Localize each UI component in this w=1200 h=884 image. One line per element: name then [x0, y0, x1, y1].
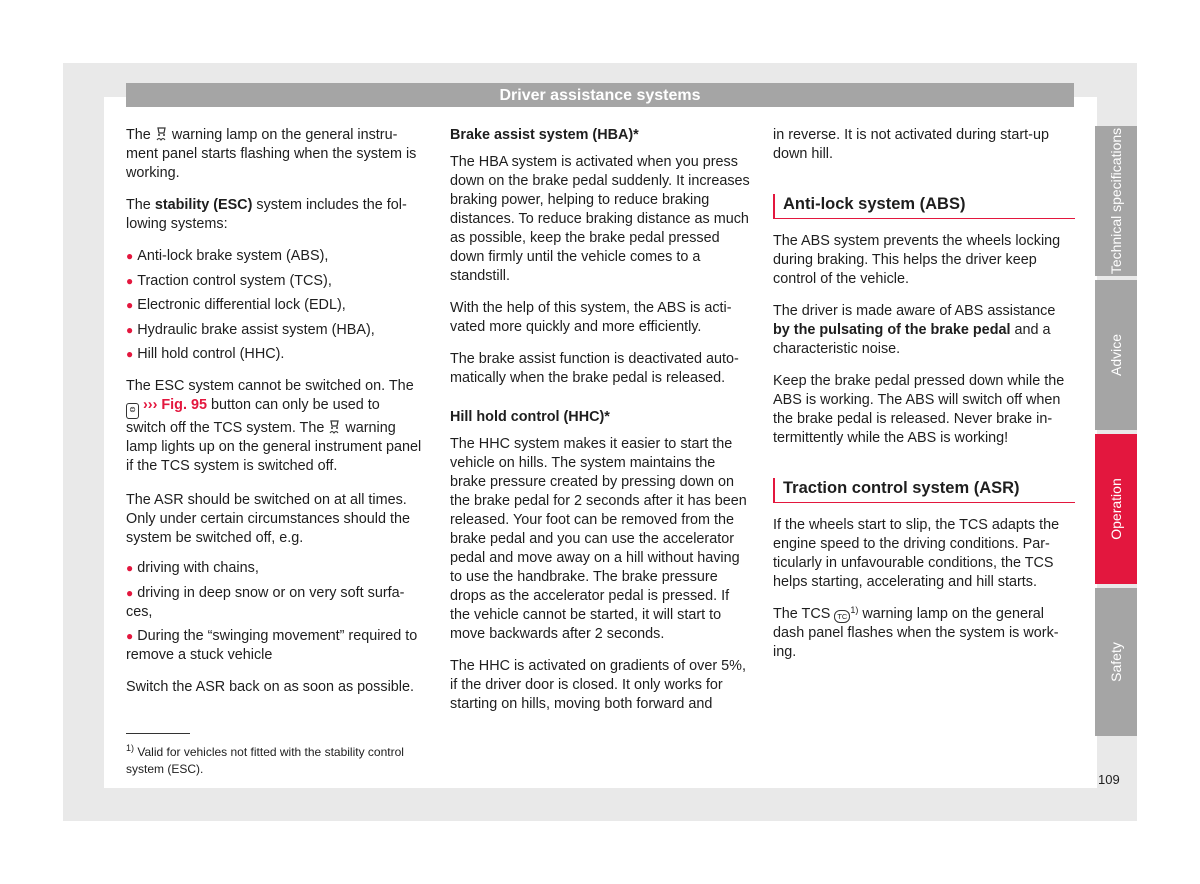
tab-safety[interactable]: Safety [1095, 588, 1137, 736]
paragraph-hhc-2: The HHC is activated on gradients of over 5%, if the driver door is closed. It only works for starting on hills, moving both forward and [450, 658, 746, 712]
heading-abs: Anti-lock system (ABS) [773, 194, 1075, 219]
list-item: ● Traction control system (TCS), [126, 272, 332, 289]
esc-system-list [126, 247, 422, 364]
list-item: ● driving with chains, [126, 560, 259, 576]
bullet-icon: ● [126, 298, 134, 312]
paragraph-asr-2: The TCS TC$^{1)}$ warning lamp on the general dash panel flashes when the system is working. [773, 605, 1059, 660]
paragraph-hhc-1: The HHC system makes it easier to start the vehicle on hills. The system maintains the brake pressure created by pressing down on the brake pedal for 2 seconds after it has been released. Your foot can be removed from the brake pedal and you can use the accelerator pedal and move away on a hill without having to use the handbrake. The brake pressure drops as the accelerator pedal is pressed. If the vehicle cannot be started, it will start to move backwards after 2 seconds. [450, 436, 747, 642]
tab-advice[interactable]: Advice [1095, 280, 1137, 430]
esc-warning-lamp-icon [155, 127, 168, 141]
esc-button-icon: ⊜ [126, 403, 139, 419]
list-item: ● Electronic differential lock (EDL), [126, 297, 346, 313]
paragraph-continued: in reverse. It is not activated during start-up down hill. [773, 127, 1049, 162]
paragraph-asr-back-on: Switch the ASR back on as soon as possible. [126, 679, 414, 695]
paragraph-abs-1: The ABS system prevents the wheels locking during braking. This helps the driver keep control of the vehicle. [773, 233, 1061, 287]
bullet-icon: ● [126, 273, 134, 288]
bullet-icon: ● [126, 629, 134, 643]
bullet-icon: ● [126, 347, 134, 361]
esc-warning-lamp-icon [328, 420, 341, 434]
paragraph-abs-3: Keep the brake pedal pressed down while the ABS is working. The ABS will switch off when the brake pedal is released. Never brake intermittently while the ABS is working! [773, 373, 1065, 446]
list-item: ● Hydraulic brake assist system (HBA), [126, 321, 375, 338]
figure-link[interactable]: ››› Fig. 95 [143, 397, 207, 413]
footnote: $^{1)}$ Valid for vehicles not fitted with the stability control system (ESC). [126, 743, 404, 776]
bullet-icon: ● [126, 585, 134, 600]
bullet-icon: ● [126, 322, 134, 337]
heading-asr: Traction control system (ASR) [773, 478, 1075, 503]
asr-condition-list [126, 559, 422, 665]
list-item: ● Anti-lock brake system (ABS), [126, 248, 329, 264]
paragraph-hba-2: With the help of this system, the ABS is activated more quickly and more efficiently. [450, 300, 732, 335]
paragraph-esc-lamp: The warning lamp on the general instrument panel starts flashing when the system is working. [126, 127, 417, 181]
paragraph-asr-on: The ASR should be switched on at all times. Only under certain circumstances should the system be switched off, e.g. [126, 492, 410, 546]
list-item: ● driving in deep snow or on very soft surfaces, [126, 584, 405, 620]
paragraph-asr-1: If the wheels start to slip, the TCS adapts the engine speed to the driving conditions. Particularly in unfavourable conditions, the TCS helps starting, accelerating and hill starts. [773, 517, 1060, 590]
page-number: 109 [1098, 772, 1120, 787]
tcs-warning-lamp-icon: TC [834, 610, 850, 623]
paragraph-esc-button: The ESC system cannot be switched on. The ⊜ ››› Fig. 95 button can only be used to switch off the TCS system. The warning lamp lights up on the general instrument panel if the TCS system is switched off. [126, 378, 422, 474]
column-right [773, 126, 1075, 675]
paragraph-hba-1: The HBA system is activated when you press down on the brake pedal suddenly. It increases braking power, helping to reduce braking distances. To reduce braking distance as much as possible, keep the brake pedal pressed down firmly until the vehicle comes to a standstill. [450, 154, 750, 284]
heading-hhc: Hill hold control (HHC)* [450, 409, 610, 425]
tab-technical-specifications[interactable]: Technical specifications [1095, 126, 1137, 276]
heading-hba: Brake assist system (HBA)* [450, 127, 639, 143]
tab-operation[interactable]: Operation [1095, 434, 1137, 584]
bullet-icon: ● [126, 249, 134, 263]
footnote-rule [126, 733, 190, 734]
paragraph-abs-2: The driver is made aware of ABS assistance by the pulsating of the brake pedal and a characteristic noise. [773, 303, 1056, 357]
list-item: ● During the “swinging movement” required to remove a stuck vehicle [126, 628, 418, 663]
paragraph-esc-includes: The stability (ESC) system includes the following systems: [126, 197, 407, 232]
list-item: ● Hill hold control (HHC). [126, 346, 285, 362]
bullet-icon: ● [126, 561, 134, 575]
paragraph-hba-3: The brake assist function is deactivated automatically when the brake pedal is released. [450, 351, 739, 386]
section-header: Driver assistance systems [126, 83, 1074, 107]
column-left [126, 126, 422, 710]
column-middle [450, 126, 750, 727]
